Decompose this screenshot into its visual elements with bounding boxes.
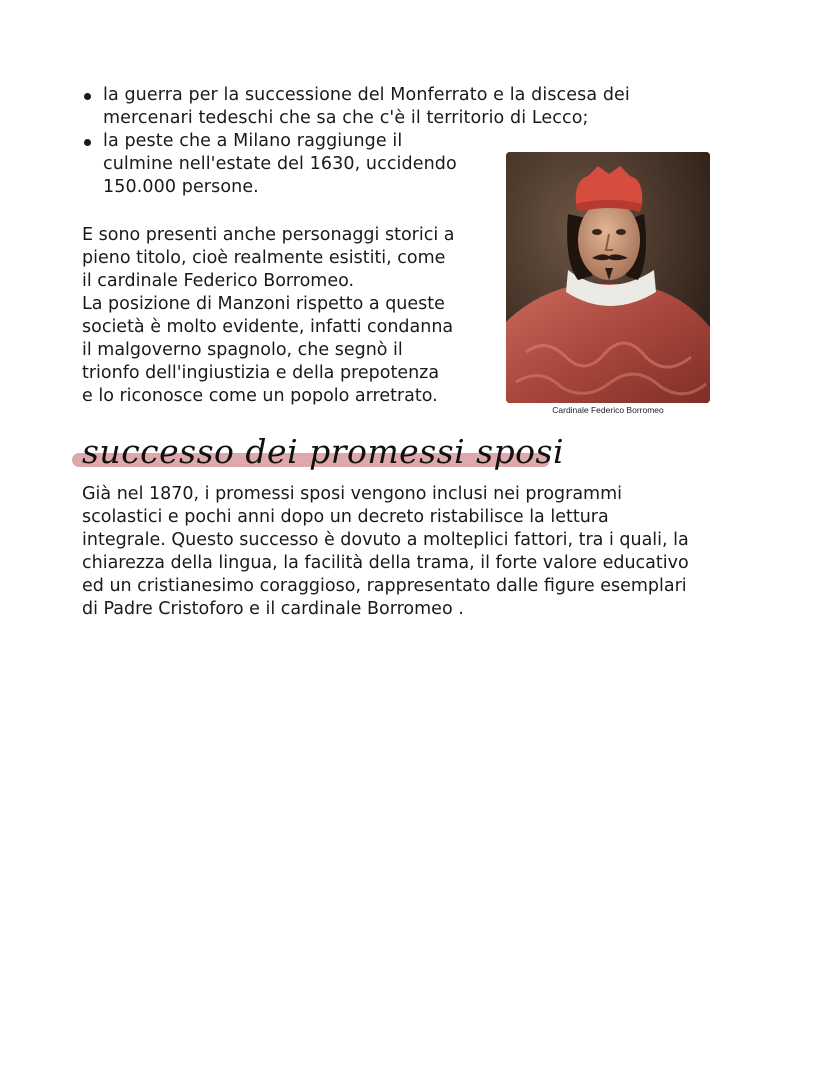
text-line: E sono presenti anche personaggi storici a xyxy=(82,225,455,245)
text-line: ed un cristianesimo coraggioso, rappresentato dalle figure esemplari xyxy=(82,576,687,596)
historical-figures-paragraph xyxy=(82,224,502,408)
text-line: e lo riconosce come un popolo arretrato. xyxy=(82,386,438,406)
text-line: chiarezza della lingua, la facilità della trama, il forte valore educativo xyxy=(82,553,689,573)
section-heading-block xyxy=(70,430,565,478)
bullet-dot-icon xyxy=(84,139,91,146)
text-line: Già nel 1870, i promessi sposi vengono inclusi nei programmi xyxy=(82,484,623,504)
text-line: La posizione di Manzoni rispetto a queste xyxy=(82,294,445,314)
text-line: scolastici e pochi anni dopo un decreto ristabilisce la lettura xyxy=(82,507,609,527)
cardinal-portrait-image xyxy=(506,152,710,403)
bullet-item xyxy=(82,84,630,130)
section-heading: successo dei promessi sposi xyxy=(82,432,565,471)
success-paragraph xyxy=(82,483,762,621)
bullet-text: la peste che a Milano raggiunge il culmine nell'estate del 1630, uccidendo 150.000 persone. xyxy=(103,131,457,197)
bullet-dot-icon xyxy=(84,93,91,100)
text-line: il malgoverno spagnolo, che segnò il xyxy=(82,340,403,360)
text-line: di Padre Cristoforo e il cardinale Borromeo . xyxy=(82,599,464,619)
text-line: società è molto evidente, infatti condanna xyxy=(82,317,454,337)
text-line: integrale. Questo successo è dovuto a molteplici fattori, tra i quali, la xyxy=(82,530,689,550)
text-line: pieno titolo, cioè realmente esistiti, come xyxy=(82,248,446,268)
bullet-text: la guerra per la successione del Monferrato e la discesa dei mercenari tedeschi che sa che c'è il territorio di Lecco; xyxy=(103,85,630,128)
text-line: il cardinale Federico Borromeo. xyxy=(82,271,355,291)
image-caption: Cardinale Federico Borromeo xyxy=(552,405,664,415)
text-line: trionfo dell'ingiustizia e della prepotenza xyxy=(82,363,440,383)
